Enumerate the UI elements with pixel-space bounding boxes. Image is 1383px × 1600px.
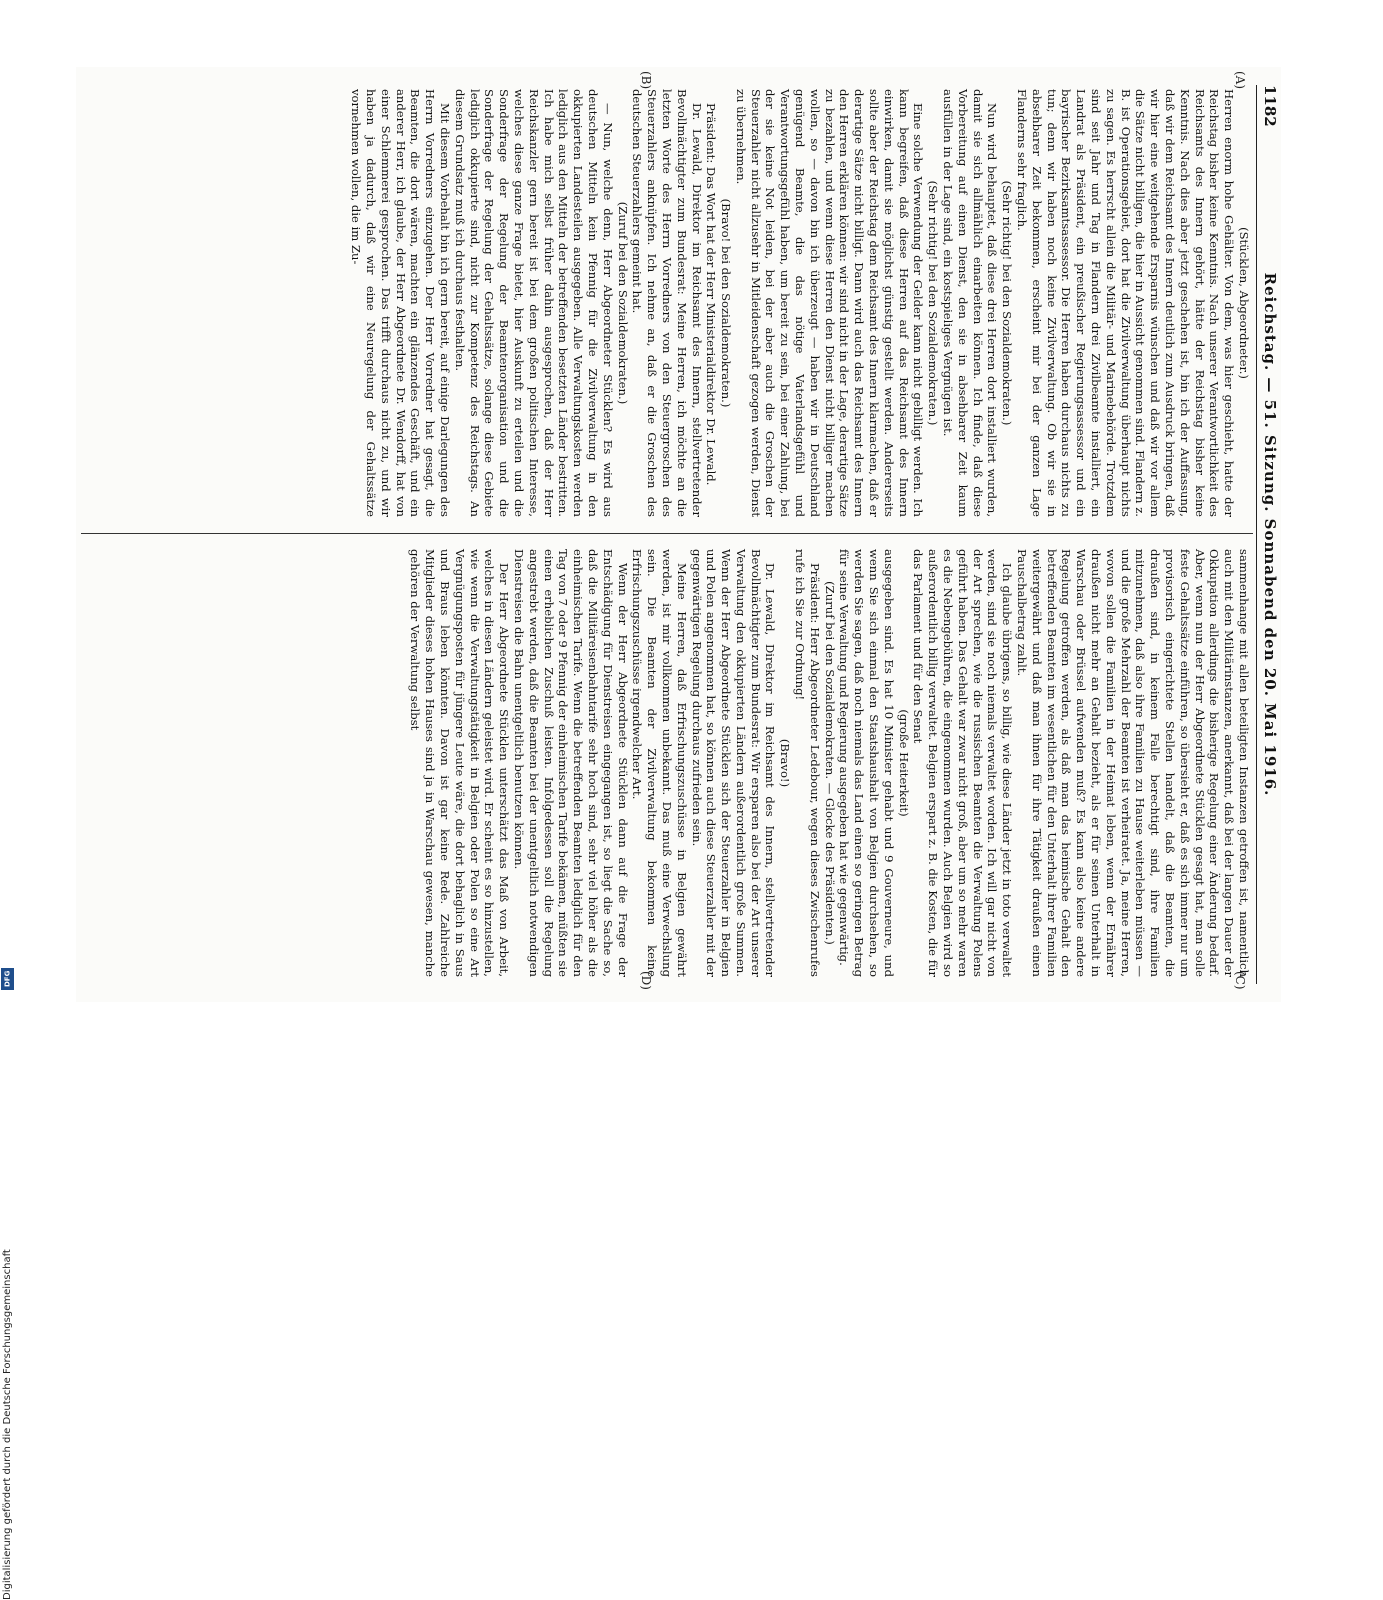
paragraph: Ich glaube übrigens, so billig, wie diese Länder jetzt in toto verwaltet werden, sind sie noch niemals verwaltet worden. Ich will gar nicht von der Art sprechen, wie die russischen Beamten die Verwaltung Polens geführt haben. Das Gehalt war zwar nicht groß, aber um so mehr waren es die Nebengebühren, die eingenommen wurden. Auch Belgien wird so außerordentlich billig verwaltet. Belgien erspart z. B. die Kosten, die für das Parlament und für den Senat — [911, 549, 1015, 977]
interjection: (große Heiterkeit) — [896, 709, 911, 817]
interjection: (Zuruf bei den Sozialdemokraten.) — [615, 201, 630, 405]
speaker-note: (Stücklen, Abgeordneter.) — [1237, 227, 1251, 379]
president-statement: Präsident: Das Wort hat der Herr Ministerialdirektor Dr. Lewald. — [704, 103, 719, 486]
paragraph: Mit diesem Vorbehalt bin ich gern bereit, auf einige Darlegungen des Herrn Vorredners einzugehen. Der Herr Vorredner hat gesagt, die Beamten, die dort wären, machten ein glänzendes Geschäft, und ein anderer Herr, ich glaube, der Herr Abgeordnete Dr. Wendorff, hat von einer Schlemmerei gesprochen. Das trifft durchaus nicht zu, und wir haben ja dadurch, daß wir eine Neuregelung der Gehaltssätze vornehmen wollen, die im Zu- — [349, 89, 452, 517]
dfg-logo: DFG — [1, 968, 14, 990]
column-divider — [81, 533, 1253, 534]
speaker-paragraph: Dr. Lewald, Direktor im Reichsamt des Innern, stellvertretender Bevollmächtigter zum Bundesrat: Meine Herren, ich möchte an die letzten Worte des Herrn Vorredners von den Steuergroschen des Steuerzahlers anknüpfen. Ich nehme an, daß er die Groschen des deutschen Steuerzahlers gemeint hat. — [630, 89, 704, 517]
digitization-credit: Digitalisierung gefördert durch die Deutsche Forschungsgemeinschaft — [2, 1249, 13, 1600]
paragraph: Herren enorm hohe Gehälter. Von dem, was hier geschieht, hatte der Reichstag bisher keine Kenntnis. Nach unserer Verantwortlichkeit des Reichsamts des Innern gehört, hätte der Reichstag bisher keine Kenntnis. Nach dies aber jetzt geschehen ist, bin ich der Auffassung, daß wir dem Reichsamt des Innern deutlich zum Ausdruck bringen, daß wir hier eine weitgehende Ersparnis wünschen und daß wir vor allem die Sätze nicht billigen, die hier in Aussicht genommen sind. Flandern z. B. ist Operationsgebiet, dort hat die Zivilverwaltung überhaupt nichts zu sagen. Es herrscht allein die Militär- und Marinebehörde. Trotzdem sind seit Jahr und Tag in Flandern drei Zivilbeamte installiert, ein Landrat als Präsident, ein preußischer Regierungsassessor und ein bayrischer Bezirksamtsassessor. Die Herren haben durchaus nichts zu tun; denn wir haben noch keine Zivilverwaltung. Ob wir sie in absehbarer Zeit bekommen, erscheint mir bei der ganzen Lage Flanderns sehr fraglich. — [1015, 89, 1237, 517]
right-column — [81, 549, 1251, 977]
interjection: (Sehr richtig! bei den Sozialdemokraten.) — [926, 180, 941, 426]
page-number: 1182 — [1261, 85, 1279, 127]
paragraph: — Nun, welche denn, Herr Abgeordneter Stücklen? Es wird aus deutschen Mitteln kein Pfennig für die Zivilverwaltung in den okkupierten Landesteilen ausgegeben. Alle Verwaltungskosten werden lediglich aus den Mitteln der betreffenden besetzten Länder bestritten. Ich habe mich selbst früher dahin ausgesprochen, daß der Herr Reichskanzler gern bereit ist bei dem großen politischen Interesse, welches diese ganze Frage bietet, hier Auskunft zu erteilen und die Sonderfrage der Regelung der Beamtenorganisation und die Sonderfrage der Regelung der Gehaltssätze, solange diese Gebiete lediglich okkupierte sind, nicht zur Kompetenz des Reichstags. An diesem Grundsatz muß ich durchaus festhalten. — [452, 89, 615, 517]
page-header — [1256, 85, 1281, 984]
credit-strip — [0, 600, 16, 1600]
paragraph: Der Herr Abgeordnete Stücklen unterschätzt das Maß von Arbeit, welches in diesen Ländern geleistet wird. Er scheint es so hinzustellen, wie wenn die Verwaltungstätigkeit in Belgien oder Polen so eine Art Vergnügungsposten für jüngere Leute wäre, die dort behaglich in Saus und Braus leben könnten. Davon ist gar keine Rede. Zahlreiche Mitglieder dieses hohen Hauses sind ja in Warschau gewesen, manche gehören der Verwaltung selbst — [408, 549, 512, 977]
paragraph: sammenhange mit allen beteiligten Instanzen getroffen ist, namentlich auch mit den Militärinstanzen, anerkannt, daß bei der langen Dauer der Okkupation allerdings die bisherige Regelung einer Änderung bedarf. Aber, wenn nun der Herr Abgeordnete Stücklen gesagt hat, man solle feste Gehaltssätze einführen, so übersieht er, daß es sich immer nur um provisorisch eingerichtete Stellen handelt, daß die Beamten, die draußen sind, in keinem Falle berechtigt sind, ihre Familien mitzunehmen, daß also ihre Familien zu Hause weiterleben müssen — und die große Mehrzahl der Beamten ist verheiratet. Ja, meine Herren, wovon sollen die Familien in der Heimat leben, wenn der Ernährer draußen nicht mehr an Gehalt bezieht, als er für seinen Unterhalt in Warschau oder Brüssel aufwenden muß? Es kann also keine andere Regelung getroffen werden, als daß man das heimische Gehalt den betreffenden Beamten im wesentlichen für den Unterhalt ihrer Familien weitergewährt und daß man ihnen für ihre Tätigkeit draußen einen Pauschalbetrag zahlt. — [1015, 549, 1251, 977]
margin-label-c: (C) — [1233, 971, 1247, 990]
paragraph: Meine Herren, daß Erfrischungszuschüsse in Belgien gewährt werden, ist mir vollkommen unbekannt. Das muß eine Verwechslung sein. Die Beamten der Zivilverwaltung bekommen keine Erfrischungszuschüsse irgendwelcher Art. — [630, 549, 689, 977]
left-column — [81, 89, 1251, 517]
session-line: Reichstag. — 51. Sitzung. Sonnabend den 20. Mai 1916. — [1261, 272, 1279, 797]
interjection: (Bravo! bei den Sozialdemokraten.) — [719, 198, 734, 408]
paragraph: Wenn der Herr Abgeordnete Stücklen dann auf die Frage der Entschädigung für Dienstreisen eingegangen ist, so liegt die Sache so, daß die Militäreisenbahntarife sehr hoch sind, sehr viel höher als die einheimischen Tarife. Wenn die betreffenden Beamten lediglich für den Tag von 7 oder 9 Pfennig der einheimischen Tarife bekämen, müßten sie einen erheblichen Zuschuß leisten. Infolgedessen soll die Regelung angestrebt werden, daß die Beamten bei der unentgeltlich notwendigen Dienstreisen die Bahn unentgeltlich benutzen können. — [511, 549, 630, 977]
interjection: (Sehr richtig! bei den Sozialdemokraten.) — [1000, 180, 1015, 426]
president-statement: Präsident: Herr Abgeordneter Ledebour, wegen dieses Zwischenrufes rufe ich Sie zur Ordnung! — [793, 549, 822, 977]
speaker-paragraph: Dr. Lewald, Direktor im Reichsamt des Innern, stellvertretender Bevollmächtigter zum Bundesrat: Wir ersparen also bei der Art unserer Verwaltung den okkupierten Ländern außerordentlich große Summen. Wenn der Herr Abgeordnete Stücklen sich der Steuerzahler in Belgien und Polen angenommen hat, so können auch diese Steuerzahler mit der gegenwärtigen Regelung durchaus zufrieden sein. — [689, 549, 778, 977]
margin-label-b: (B) — [639, 71, 653, 90]
interjection: (Zuruf bei den Sozialdemokraten. — Glocke des Präsidenten.) — [822, 581, 837, 945]
margin-label-a: (A) — [1233, 71, 1247, 90]
paragraph: Eine solche Verwendung der Gelder kann nicht gebilligt werden. Ich kann begreifen, daß diese Herren auf das Reichsamt des Innern einwirken, damit sie möglichst günstig gestellt werden. Andererseits sollte aber der Reichstag dem Reichsamt des Innern klarmachen, daß er derartige Sätze nicht billigt. Dann wird auch das Reichsamt des Innern den Herren erklären können: wir sind nicht in der Lage, derartige Sätze zu bezahlen, und wenn diese Herren den Dienst nicht billiger machen wollen, so — davon bin ich überzeugt — haben wir in Deutschland genügend Beamte, die das nötige Vaterlandsgefühl und Verantwortungsgefühl haben, um bereit zu sein, bei einer Zahlung, bei der sie keine Not leiden, bei der aber auch die Groschen der Steuerzahler nicht allzusehr in Mitleidenschaft gezogen werden, Dienst zu übernehmen. — [733, 89, 926, 517]
newspaper-sheet — [76, 67, 1281, 1002]
interjection: (Bravo!) — [778, 738, 793, 788]
paragraph: Nun wird behauptet, daß diese drei Herren dort installiert wurden, damit sie sich allmählich einarbeiten können. Ich finde, daß diese Vorbereitung auf einen Dienst, den sie in absehbarer Zeit kaum ausfüllen in der Lage sind, ein kostspieliges Vergnügen ist. — [941, 89, 1000, 517]
margin-label-d: (D) — [639, 971, 653, 990]
paragraph: ausgegeben sind. Es hat 10 Minister gehabt und 9 Gouverneure, und wenn Sie sich einmal den Staatshaushalt von Belgien durchsehen, so werden Sie sagen, daß noch niemals das Land einen so geringen Betrag für seine Verwaltung und Regierung ausgegeben hat wie gegenwärtig. — [837, 549, 896, 977]
